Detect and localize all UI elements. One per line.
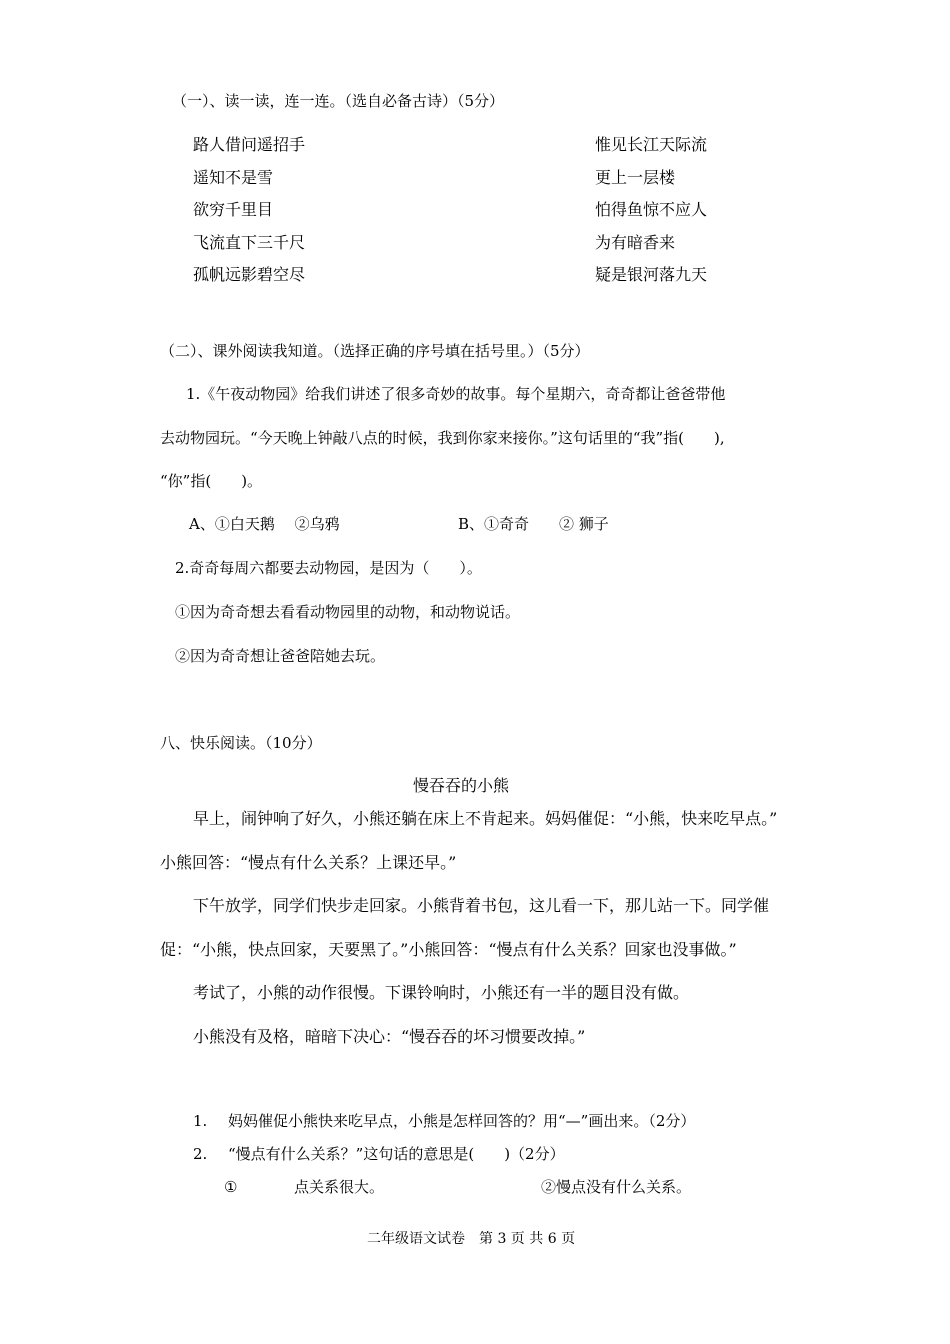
option-text: ②因为奇奇想让爸爸陪她去玩。 — [175, 647, 386, 665]
poem-line-right: 为有暗香来 — [595, 233, 676, 252]
option-b: B、①奇奇 ② 狮子 — [458, 515, 609, 533]
section-heading: （一）、读一读，连一连。（选自必备古诗）（5分） — [172, 92, 505, 110]
option-text: ②慢点没有什么关系。 — [541, 1178, 692, 1196]
poem-line-left: 飞流直下三千尺 — [193, 233, 306, 252]
paragraph-line: 小熊回答：“慢点有什么关系？上课还早。” — [160, 853, 457, 872]
poem-line-left: 路人借问遥招手 — [193, 135, 306, 154]
paragraph-line: 早上，闹钟响了好久，小熊还躺在床上不肯起来。妈妈催促：“小熊，快来吃早点。” — [193, 809, 778, 828]
section-heading: （二）、课外阅读我知道。（选择正确的序号填在括号里。）（5分） — [160, 342, 590, 360]
question-text: 去动物园玩。“今天晚上钟敲八点的时候，我到你家来接你。”这句话里的“我”指( ), — [160, 429, 725, 447]
paragraph-line: 下午放学，同学们快步走回家。小熊背着书包，这儿看一下，那儿站一下。同学催 — [193, 896, 770, 915]
question-text: 1.《午夜动物园》给我们讲述了很多奇妙的故事。每个星期六，奇奇都让爸爸带他 — [186, 385, 726, 403]
question-text: “慢点有什么关系？”这句话的意思是( )（2分） — [228, 1145, 565, 1163]
poem-line-left: 遥知不是雪 — [193, 168, 274, 187]
page-footer: 二年级语文试卷 第 3 页 共 6 页 — [367, 1231, 576, 1247]
question-text: 2.奇奇每周六都要去动物园，是因为（ ）。 — [175, 559, 482, 577]
poem-line-left: 孤帆远影碧空尽 — [193, 265, 306, 284]
poem-line-right: 更上一层楼 — [595, 168, 676, 187]
question-text: 妈妈催促小熊快来吃早点，小熊是怎样回答的？用“—”画出来。（2分） — [228, 1112, 696, 1130]
poem-line-right: 惟见长江天际流 — [595, 135, 708, 154]
option-marker: ① — [224, 1178, 238, 1196]
poem-line-right: 疑是银河落九天 — [595, 265, 708, 284]
question-number: 1. — [193, 1112, 208, 1130]
poem-line-right: 怕得鱼惊不应人 — [595, 200, 708, 219]
paragraph-line: 小熊没有及格，暗暗下决心：“慢吞吞的坏习惯要改掉。” — [193, 1027, 586, 1046]
paragraph-line: 促：“小熊，快点回家，天要黑了。”小熊回答：“慢点有什么关系？回家也没事做。” — [160, 940, 737, 959]
option-text: 点关系很大。 — [294, 1178, 385, 1196]
question-text: “你”指( )。 — [160, 472, 263, 490]
section-heading: 八、快乐阅读。（10分） — [160, 734, 322, 752]
question-number: 2. — [193, 1145, 208, 1163]
paragraph-line: 考试了，小熊的动作很慢。下课铃响时，小熊还有一半的题目没有做。 — [193, 983, 690, 1002]
option-text: ①因为奇奇想去看看动物园里的动物，和动物说话。 — [175, 603, 521, 621]
option-a: A、①白天鹅 ②乌鸦 — [189, 515, 340, 533]
poem-line-left: 欲穷千里目 — [193, 200, 274, 219]
story-title: 慢吞吞的小熊 — [413, 776, 510, 795]
